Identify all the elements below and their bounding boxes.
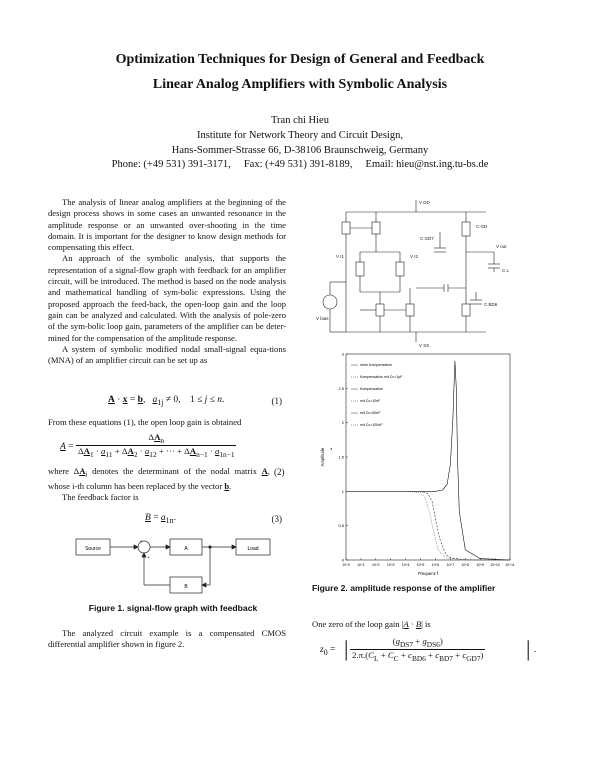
paragraph-circuit-example: The analyzed circuit example is a compensated CMOS differential amplifier shown in figure 2. xyxy=(48,628,286,650)
block-b-label: B xyxy=(184,584,188,590)
closing-text xyxy=(48,628,286,651)
x-tick-label: 10^3 xyxy=(386,563,395,567)
paper-title-line1: Optimization Techniques for Design of General and Feedback xyxy=(115,52,485,67)
paragraph-open-loop: From these equations (1), the open loop gain is obtained xyxy=(48,417,242,427)
x-tick-label: 10^10 xyxy=(490,563,500,567)
email: Email: hieu@nst.ing.tu-bs.de xyxy=(365,159,489,170)
where-text: where $\Delta A_i$ denotes the determinant of the nodal matrix A, whose i-th column has been replaced by the vector b. The feedback factor is xyxy=(48,466,270,503)
loop-gain-text: One zero of the loop gain |A · B| is xyxy=(312,619,431,629)
y-tick-label: 3 xyxy=(341,351,344,357)
vout-label: V out xyxy=(496,244,507,249)
left-column-text xyxy=(48,197,286,366)
load-label: Load xyxy=(247,546,259,552)
svg-text:+: + xyxy=(147,555,150,560)
svg-text:+: + xyxy=(140,539,143,544)
where-desc: denotes the determinant of the nodal matrix xyxy=(92,466,257,476)
vin2-label: V I2 xyxy=(410,254,419,259)
figure-1-caption: Figure 1. signal-flow graph with feedback xyxy=(88,603,258,613)
bias-source xyxy=(323,295,337,309)
y-tick-label: 1 xyxy=(341,488,344,494)
legend-entry: mit Cc=100nF xyxy=(360,423,383,427)
x-tick-label: 10^6 xyxy=(431,563,440,567)
x-tick-label: 10^7 xyxy=(446,563,455,567)
x-tick-label: 10^4 xyxy=(401,563,410,567)
equation-1: A · x = b, $a_{1j} \ne 0$, 1 ≤ j ≤ n. (1) xyxy=(108,395,282,407)
block-a-label: A xyxy=(184,546,188,552)
cbd6-label: C BD6 xyxy=(484,302,498,307)
equation-2-number: (2) xyxy=(274,467,285,477)
x-tick-label: 10^8 xyxy=(461,563,470,567)
author: Tran chi Hieu xyxy=(271,115,329,126)
x-tick-label: 10^0 xyxy=(342,563,350,567)
legend-entry: mit Cc=50nF xyxy=(360,411,381,415)
cgd7-label: C GD7 xyxy=(420,236,434,241)
loop-gain-intro: One zero of the loop gain xyxy=(312,619,400,629)
fax: Fax: (+49 531) 391-8189, xyxy=(243,159,353,170)
paper-title-line2: Linear Analog Amplifiers with Symbolic Analysis xyxy=(152,77,448,92)
legend-entry: ohne Kompensation xyxy=(360,363,392,367)
x-tick-label: 10^9 xyxy=(476,563,485,567)
paragraph-feedback: The feedback factor is xyxy=(62,492,139,503)
affiliation: Institute for Network Theory and Circuit Design, xyxy=(197,130,403,141)
where-word: where xyxy=(48,466,69,476)
equation-3-number: (3) xyxy=(271,514,282,524)
amplitude-response-chart xyxy=(318,350,518,578)
y-tick-label: 0.5 xyxy=(338,523,344,529)
vdd-label: V DD xyxy=(419,200,430,205)
vbias-label: V bias xyxy=(316,316,329,321)
where-desc2: whose i-th column has been replaced by the vector xyxy=(48,481,223,492)
y-tick-label: 2.5 xyxy=(338,385,344,391)
cl-label: C L xyxy=(502,268,510,273)
x-tick-label: 10^1 xyxy=(357,563,365,567)
paragraph-approach: An approach of the symbolic analysis, that supports the representation of a signal-flow graph with feedback for an amplifier circuit, will be introduced. The method is based on the node analysis and mathematical handling of sym-bolic expressions. Using the proposed approach the feed-back, the open-loop gain and the loop gain can be analyzed and calculated. With the analysis of pole-zero of the sym-bolic loop gain, parameters of the amplifier can be deter-mined for the compensation of the amplitude response. xyxy=(48,253,286,343)
y-tick-label: 2 xyxy=(341,420,344,426)
open-loop-text xyxy=(48,417,286,428)
signal-flow-graph xyxy=(70,533,280,601)
contact-line xyxy=(0,157,600,172)
x-axis-label: Frequenz f xyxy=(417,571,439,576)
source-label: Source xyxy=(85,546,101,552)
cmos-amplifier-schematic xyxy=(316,192,512,350)
equation-zero: $z_0$ = | $(g_{DS7} + g_{DS6})$ $2.\pi.(C_L + C_C + c_{BD6} + c_{BD7} + c_{GD7})$ | . xyxy=(320,636,537,663)
x-tick-label: 10^11 xyxy=(505,563,515,567)
vin1-label: V I1 xyxy=(336,254,345,259)
vss-label: V SS xyxy=(419,343,430,348)
address: Hans-Sommer-Strasse 66, D-38106 Braunschweig, Germany xyxy=(171,145,429,156)
x-tick-label: 10^5 xyxy=(416,563,425,567)
paragraph-intro: The analysis of linear analog amplifiers at the beginning of the design process shows in some cases an unwanted resonance in the amplitude response or an unwanted over-shooting in the time domain. It is important for the designer to know design methods for compensating this effect. xyxy=(48,197,286,253)
equation-2: A = $\Delta A_n$ $\Delta A_1 \cdot a_{11} + \Delta A_2 \cdot a_{12}$ + ··· + $\Delta A_{n-1} \cdot a_{1n-1}$ , xyxy=(60,432,333,459)
plot-frame xyxy=(346,354,510,560)
legend-entry: mit Cc=10nF xyxy=(360,399,381,403)
y-axis-label: Amplitude xyxy=(320,447,325,467)
legend-entry: Kompensation mit Cc=1pF xyxy=(360,375,403,379)
y-tick-label: 0 xyxy=(341,557,344,563)
series-line-2 xyxy=(346,491,510,560)
legend-entry: Kompensation xyxy=(360,387,383,391)
phone: Phone: (+49 531) 391-3171, xyxy=(111,159,231,170)
figure-2-caption: Figure 2. amplitude response of the amplifier xyxy=(312,583,496,593)
x-tick-label: 10^2 xyxy=(371,563,380,567)
series-line-1 xyxy=(346,491,510,560)
y-tick-label: 1.5 xyxy=(338,454,344,460)
paragraph-mna: A system of symbolic modified nodal small-signal equa-tions (MNA) of an amplifier circuit can be set up as xyxy=(48,343,286,366)
cgd-label: C GD xyxy=(476,224,488,229)
equation-1-number: (1) xyxy=(271,396,282,406)
equation-3: $B = a_{1n}$. (3) xyxy=(145,513,282,525)
